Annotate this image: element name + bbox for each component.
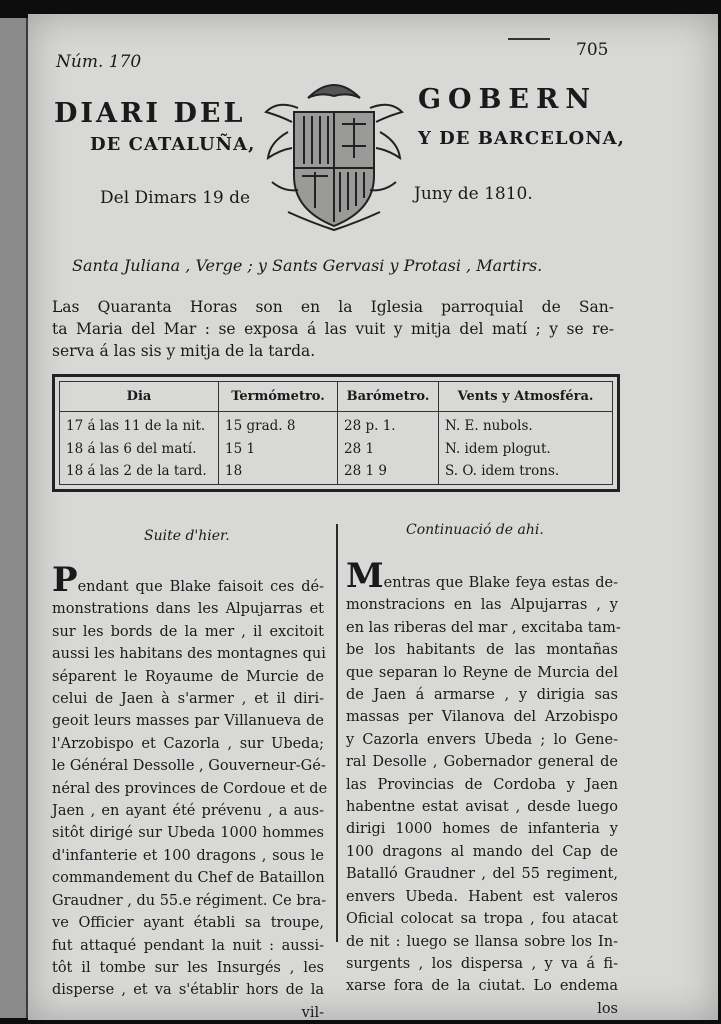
saints-of-the-day: Santa Juliana , Verge ; y Sants Gervasi y Protasi , Martirs. <box>72 256 543 275</box>
text-line: Jaen , en ayant été prévenu , a aus- <box>52 803 324 820</box>
weather-table-header <box>60 382 612 411</box>
line-text: entras que Blake feya estas de- <box>383 575 618 591</box>
cell-day: 18 á las 6 del matí. <box>60 439 219 462</box>
text-line: que separan lo Reyne de Murcia del <box>346 664 618 681</box>
cell-wind: S. O. idem trons. <box>445 463 560 480</box>
cell-wind: N. idem plogut. <box>445 440 551 457</box>
notice-line: ta Maria del Mar : se exposa á las vuit y mitja del matí ; y se re- <box>52 320 614 338</box>
cell-barometer: 28 1 <box>338 439 439 462</box>
coat-of-arms-icon <box>258 72 410 232</box>
text-line: celui de Jaen à s'armer , et il diri- <box>52 691 324 708</box>
issue-number: Núm. 170 <box>56 52 142 72</box>
text-line: 100 dragons al mando del Cap de <box>346 843 618 860</box>
cell-day: 17 á las 11 de la nit. <box>60 411 219 438</box>
column-divider <box>336 524 338 942</box>
text-line: Batalló Graudner , del 55 regiment, <box>346 866 618 883</box>
text-line: le Général Dessolle , Gouverneur-Gé- <box>52 758 326 775</box>
text-line: massas per Vilanova del Arzobispo <box>346 709 618 726</box>
header-barometer: Barómetro. <box>338 382 439 411</box>
quaranta-horas-notice <box>52 296 614 362</box>
notice-line: Las Quaranta Horas son en la Iglesia parroquial de San- <box>52 298 614 316</box>
text-line: monstrations dans les Alpujarras et <box>52 601 324 618</box>
text-line: disperse , et va s'établir hors de la <box>52 982 324 999</box>
page-mark <box>508 38 550 40</box>
masthead-title-left: DIARI DEL <box>54 98 246 129</box>
weather-table <box>52 374 620 492</box>
newspaper-page <box>28 14 718 1020</box>
text-line: en las riberas del mar , excitaba tam- <box>346 619 621 636</box>
text-line: sur les bords de la mer , il excitoit <box>52 623 324 640</box>
text-line: tôt il tombe sur les Insurgés , les <box>52 959 324 976</box>
facing-page-edge <box>0 18 28 1018</box>
cell-thermometer: 18 <box>219 461 338 484</box>
cell-thermometer: 15 grad. 8 <box>219 411 338 438</box>
cell-barometer: 28 p. 1. <box>338 411 439 438</box>
left-column-heading: Suite d'hier. <box>144 528 230 544</box>
text-line: xarse fora de la ciutat. Lo endema <box>346 978 618 995</box>
catchword: los <box>597 1000 618 1017</box>
header-day: Dia <box>60 382 219 411</box>
text-line: fut attaqué pendant la nuit : aussi- <box>52 937 324 954</box>
catchword: vil- <box>301 1004 324 1021</box>
masthead-subtitle-left: DE CATALUÑA, <box>90 134 256 155</box>
table-row <box>60 461 612 484</box>
text-line: Graudner , du 55.e régiment. Ce bra- <box>52 892 327 909</box>
text-line: ral Desolle , Gobernador general de <box>346 754 618 771</box>
text-line: commandement du Chef de Bataillon <box>52 870 325 887</box>
text-line: geoit leurs masses par Villanueva de <box>52 713 324 730</box>
text-line: aussi les habitans des montagnes qui <box>52 646 326 663</box>
text-line: las Provincias de Cordoba y Jaen <box>346 776 618 793</box>
text-line: envers Ubeda. Habent est valeros <box>346 888 618 905</box>
masthead-subtitle-right: Y DE BARCELONA, <box>418 128 625 149</box>
text-line: sitôt dirigé sur Ubeda 1000 hommes <box>52 825 324 842</box>
table-row <box>60 439 612 462</box>
text-line: habentne estat avisat , desde luego <box>346 799 618 816</box>
cell-thermometer: 15 1 <box>219 439 338 462</box>
text-line: d'infanterie et 100 dragons , sous le <box>52 847 324 864</box>
date-right: Juny de 1810. <box>414 184 533 204</box>
right-column-catalan <box>346 556 621 1020</box>
notice-line: serva á las sis y mitja de la tarda. <box>52 342 316 360</box>
cell-barometer: 28 1 9 <box>338 461 439 484</box>
text-line: monstracions en las Alpujarras , y <box>346 597 618 614</box>
right-column-heading: Continuació de ahi. <box>406 522 544 538</box>
date-left: Del Dimars 19 de <box>100 188 251 208</box>
text-line: ve Officier ayant établi sa troupe, <box>52 915 324 932</box>
text-line: be los habitants de las montañas <box>346 642 618 659</box>
text-line: de Jaen á armarse , y dirigia sas <box>346 687 618 704</box>
text-line: néral des provinces de Cordoue et de <box>52 780 328 797</box>
drop-cap: M <box>346 556 384 596</box>
cell-day: 18 á las 2 de la tard. <box>60 461 219 484</box>
text-line: l'Arzobispo et Cazorla , sur Ubeda; <box>52 735 324 752</box>
text-line: y Cazorla envers Ubeda ; lo Gene- <box>346 731 618 748</box>
text-line <box>346 556 618 596</box>
header-thermometer: Termómetro. <box>219 382 338 411</box>
page-number: 705 <box>576 40 609 60</box>
text-line: dirigi 1000 homes de infanteria y <box>346 821 618 838</box>
table-row <box>60 411 612 438</box>
cell-wind: N. E. nubols. <box>445 417 533 434</box>
left-column-french <box>52 560 328 1024</box>
drop-cap: P <box>52 560 78 600</box>
text-line: surgents , los dispersa , y va á fi- <box>346 955 618 972</box>
text-line <box>52 560 324 600</box>
header-wind: Vents y Atmosféra. <box>439 382 613 411</box>
line-text: endant que Blake faisoit ces dé- <box>77 579 324 595</box>
text-line: séparent le Royaume de Murcie de <box>52 668 324 685</box>
text-line: Oficial colocat sa tropa , fou atacat <box>346 911 618 928</box>
text-line: de nit : luego se llansa sobre los In- <box>346 933 618 950</box>
masthead-title-right: GOBERN <box>418 84 598 115</box>
